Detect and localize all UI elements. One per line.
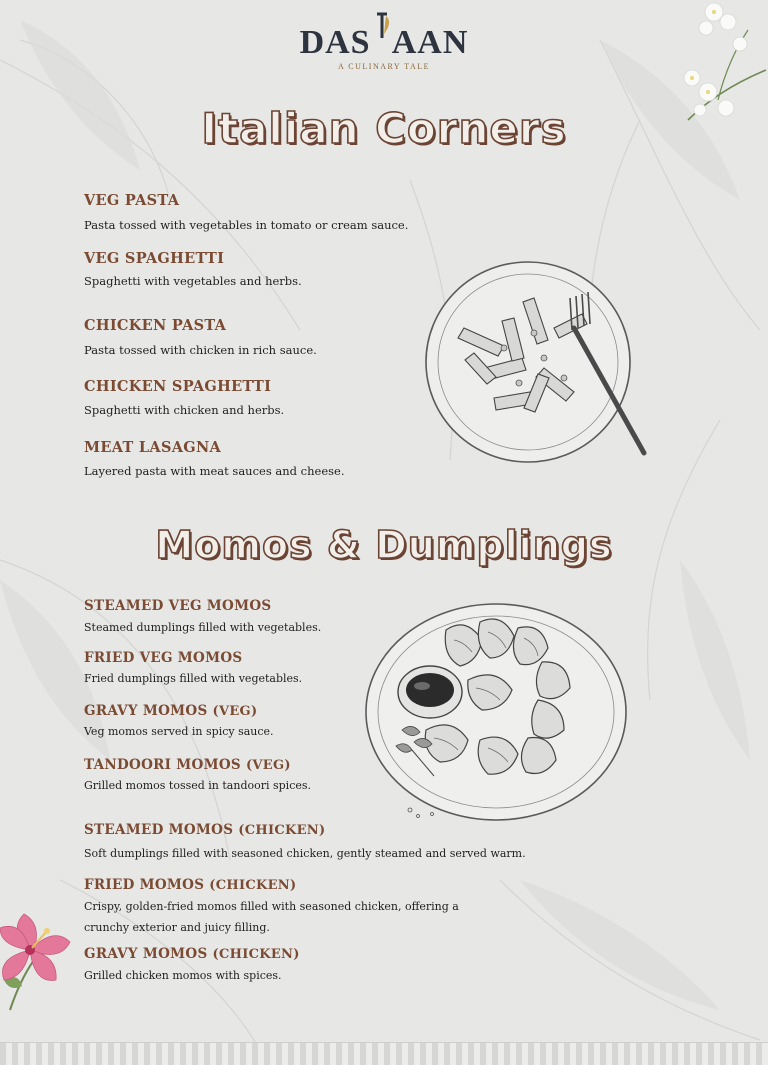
menu-item-name [84, 192, 179, 209]
menu-item-desc: Soft dumplings filled with seasoned chicken, gently steamed and served warm. [84, 847, 526, 860]
menu-item-name [84, 378, 271, 395]
item-name-text: GRAVY MOMOS [84, 703, 213, 719]
menu-item-name [84, 650, 242, 666]
menu-item-desc: Grilled momos tossed in tandoori spices. [84, 779, 312, 792]
item-name-text: FRIED VEG MOMOS [84, 650, 243, 666]
menu-item-desc: Spaghetti with vegetables and herbs. [84, 274, 302, 288]
item-name-text: STEAMED MOMOS [84, 822, 239, 838]
menu-item-desc: Pasta tossed with chicken in rich sauce. [84, 343, 317, 357]
item-name-text: FRIED MOMOS [84, 877, 210, 893]
menu-item-name [84, 877, 296, 893]
menu-item-name [84, 757, 291, 773]
logo-text-part2: AAN [391, 24, 469, 61]
logo-text-part1: DAS [299, 24, 371, 61]
section-title-italian: Italian Corners [201, 104, 567, 153]
item-name-suffix: (CHICKEN) [209, 878, 297, 893]
menu-item-desc: Steamed dumplings filled with vegetables. [84, 621, 322, 634]
item-name-text: CHICKEN SPAGHETTI [84, 378, 272, 395]
menu-item-name [84, 598, 271, 614]
item-name-suffix: (VEG) [245, 758, 291, 773]
brand-logo [0, 12, 768, 71]
menu-item-name [84, 946, 300, 962]
item-name-text: STEAMED VEG MOMOS [84, 598, 272, 614]
menu-item-desc: Pasta tossed with vegetables in tomato or cream sauce. [84, 218, 409, 232]
momos-plate-illustration [362, 600, 632, 830]
menu-item-desc: Grilled chicken momos with spices. [84, 969, 282, 982]
logo-tagline: A CULINARY TALE [337, 62, 431, 71]
menu-item-name [84, 703, 257, 719]
section-title-momos: Momos & Dumplings [155, 523, 613, 567]
menu-item-desc: Spaghetti with chicken and herbs. [84, 403, 285, 417]
bottom-lace-border [0, 1042, 768, 1065]
menu-item-name [84, 317, 226, 334]
item-name-text: VEG PASTA [84, 192, 180, 209]
pasta-plate-illustration [424, 258, 654, 468]
menu-item-name [84, 250, 224, 267]
item-name-suffix: (CHICKEN) [212, 947, 300, 962]
menu-item-desc: Fried dumplings filled with vegetables. [84, 672, 303, 685]
item-name-text: MEAT LASAGNA [84, 439, 222, 456]
menu-item-name [84, 439, 221, 456]
logo-text-initial [371, 24, 392, 61]
menu-item-name [84, 822, 325, 838]
menu-item-desc: Layered pasta with meat sauces and cheese. [84, 464, 345, 478]
item-name-suffix: (VEG) [212, 704, 258, 719]
menu-item-desc: Crispy, golden-fried momos filled with seasoned chicken, offering a crunchy exterior and juicy filling. [84, 900, 459, 934]
menu-item-desc: Veg momos served in spicy sauce. [84, 725, 274, 738]
item-name-text: VEG SPAGHETTI [84, 250, 225, 267]
item-name-suffix: (CHICKEN) [238, 823, 326, 838]
item-name-text: CHICKEN PASTA [84, 317, 227, 334]
item-name-text: GRAVY MOMOS [84, 946, 213, 962]
hibiscus-flower-decoration [0, 910, 80, 1020]
item-name-text: TANDOORI MOMOS [84, 757, 246, 773]
